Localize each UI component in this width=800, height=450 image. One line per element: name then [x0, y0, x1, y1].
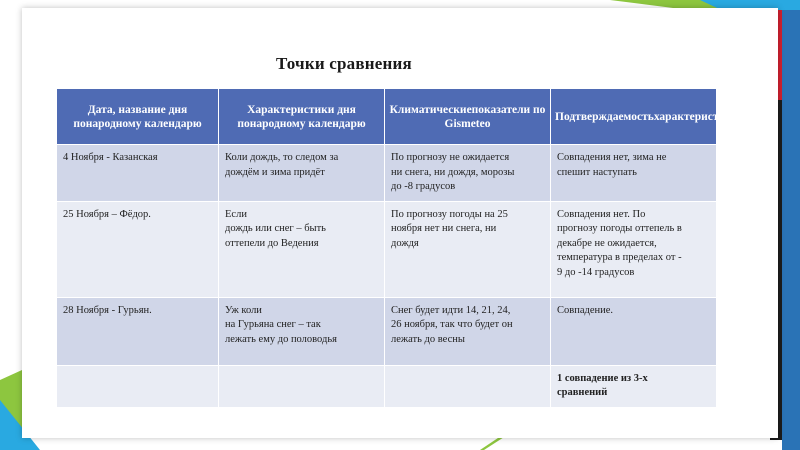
- table-row: [57, 297, 717, 365]
- cell-summary: 1 совпадение из 3-х сравнений: [551, 365, 717, 407]
- cell-characteristics: Уж коли на Гурьяна снег – так лежать ему до половодья: [219, 297, 385, 365]
- cell-climate: По прогнозу не ожидается ни снега, ни дождя, морозы до -8 градусов: [385, 145, 551, 202]
- cell-climate: По прогнозу погоды на 25 ноября нет ни снега, ни дождя: [385, 201, 551, 297]
- cell-date: 25 Ноября – Фёдор.: [57, 201, 219, 297]
- page-title: Точки сравнения: [276, 54, 412, 73]
- cell-date: 28 Ноября - Гурьян.: [57, 297, 219, 365]
- header-confirmation: Подтверждаемостьхарактеристик: [551, 89, 717, 145]
- header-characteristics: Характеристики дня понародному календарю: [219, 89, 385, 145]
- cell-confirmation: Совпадения нет. По прогнозу погоды оттепель в декабре не ожидается, температура в пределах от - 9 до -14 градусов: [551, 201, 717, 297]
- cell-empty: [385, 365, 551, 407]
- blue-shape-right: [782, 10, 800, 450]
- cell-confirmation: Совпадение.: [551, 297, 717, 365]
- header-climate: Климатическиепоказатели по Gismeteo: [385, 89, 551, 145]
- cell-empty: [219, 365, 385, 407]
- cell-confirmation: Совпадения нет, зима не спешит наступать: [551, 145, 717, 202]
- table-row: [57, 145, 717, 202]
- comparison-table: [56, 88, 732, 408]
- cell-date: 4 Ноября - Казанская: [57, 145, 219, 202]
- header-date: Дата, название дня понародному календарю: [57, 89, 219, 145]
- cell-characteristics: Коли дождь, то следом за дождём и зима придёт: [219, 145, 385, 202]
- cell-climate: Снег будет идти 14, 21, 24, 26 ноября, так что будет он лежать до весны: [385, 297, 551, 365]
- table-summary-row: [57, 365, 717, 407]
- cell-empty: [57, 365, 219, 407]
- table-row: [57, 201, 717, 297]
- cell-characteristics: Если дождь или снег – быть оттепели до Ведения: [219, 201, 385, 297]
- table-header-row: [57, 89, 717, 145]
